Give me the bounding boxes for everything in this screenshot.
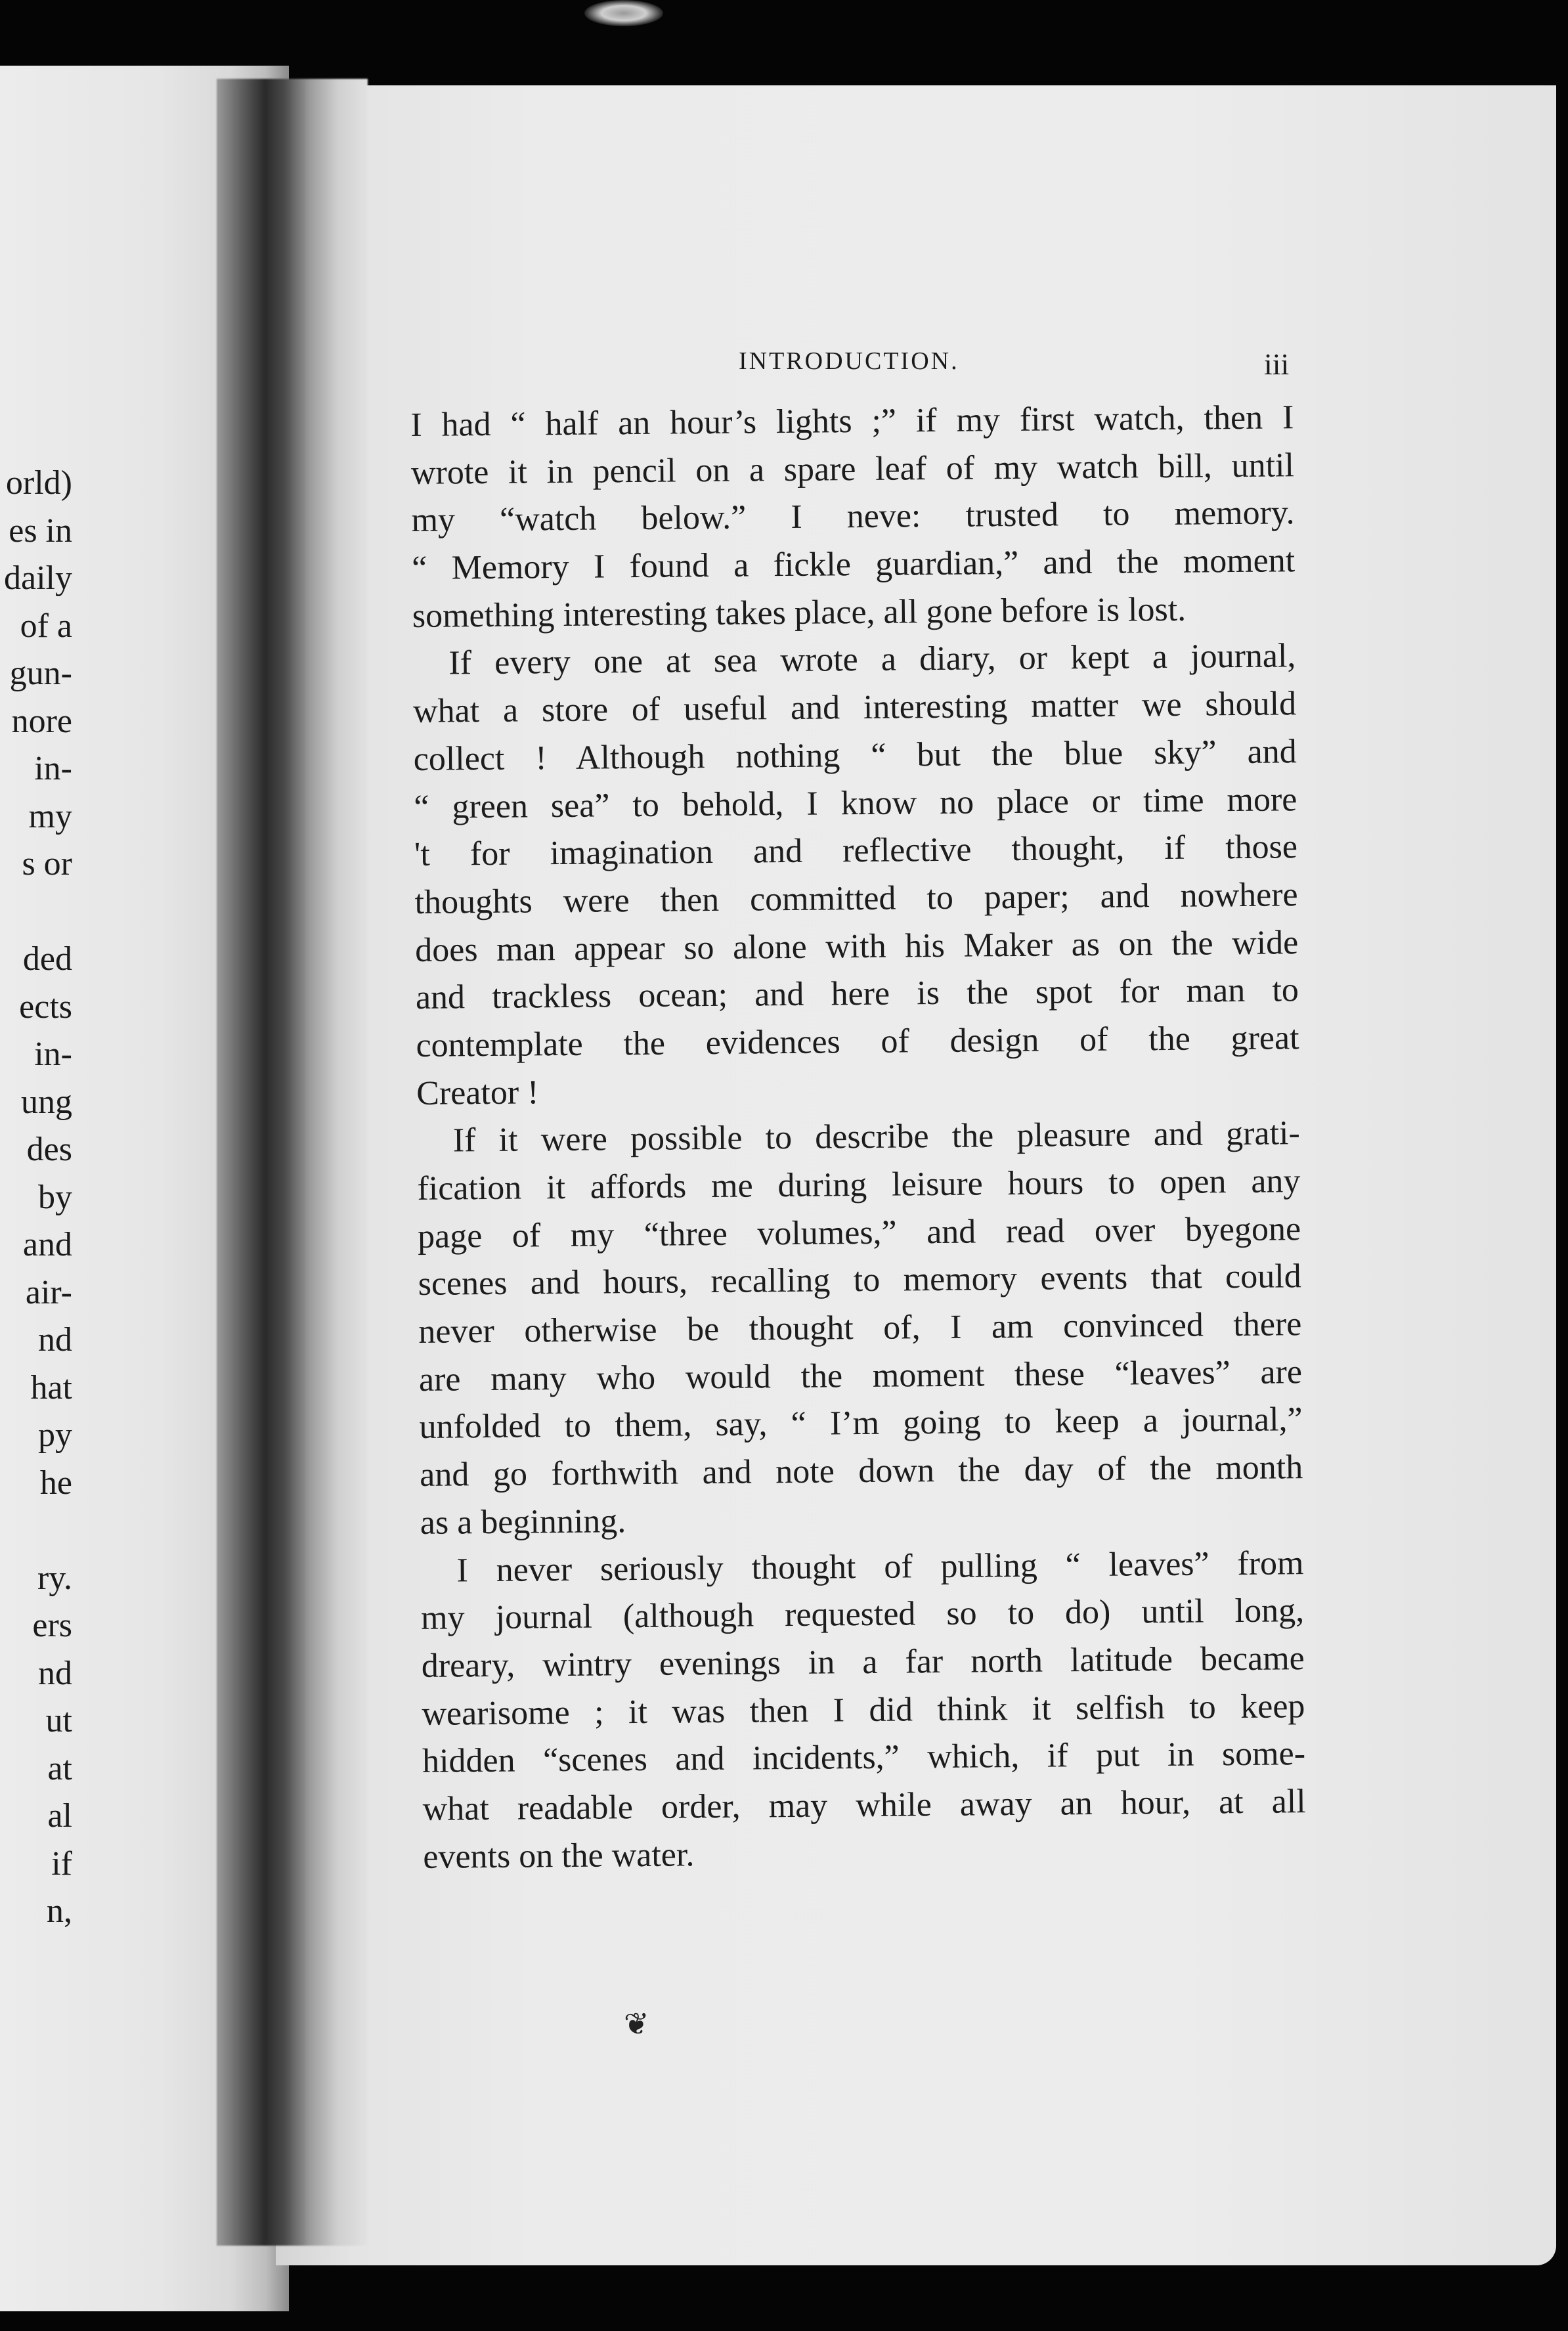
- text-line: If it were possible to describe the pleasure and grati-: [452, 1114, 1301, 1160]
- facing-line: py: [38, 1416, 72, 1454]
- facing-line: my: [28, 797, 72, 835]
- facing-line: ers: [32, 1607, 72, 1644]
- facing-line: orld): [5, 464, 72, 502]
- text-line: wrote it in pencil on a spare leaf of my watch bill, until: [410, 446, 1295, 492]
- text-line: I never seriously thought of pulling “ leaves” from: [456, 1544, 1304, 1589]
- text-line: and go forthwith and note down the day of the month: [420, 1449, 1303, 1494]
- page-number: iii: [1264, 347, 1290, 381]
- text-line: are many who would the moment these “leaves” are: [418, 1353, 1303, 1399]
- facing-line: [0, 888, 72, 936]
- text-line: what a store of useful and interesting matter we should: [412, 685, 1297, 731]
- ornament-icon: ❦: [624, 2007, 649, 2041]
- facing-page-text: [0, 460, 72, 1936]
- facing-line: of a: [20, 607, 72, 645]
- text-line: thoughts were then committed to paper; and nowhere: [414, 876, 1298, 921]
- text-line: something interesting takes place, all gone before is lost.: [412, 590, 1187, 635]
- facing-line: if: [51, 1844, 72, 1883]
- text-line: “ Memory I found a fickle guardian,” and the moment: [411, 542, 1296, 588]
- facing-line: by: [38, 1178, 72, 1216]
- text-line: events on the water.: [423, 1835, 695, 1876]
- facing-line: ects: [19, 988, 72, 1026]
- facing-line: at: [47, 1749, 72, 1787]
- page-stain: [584, 0, 663, 26]
- facing-line: in-: [34, 750, 72, 787]
- text-line: contemplate the evidences of design of the great: [416, 1019, 1299, 1064]
- text-line: Creator !: [416, 1073, 539, 1112]
- facing-line: he: [39, 1464, 72, 1502]
- facing-line: nd: [38, 1654, 72, 1692]
- text-line: as a beginning.: [420, 1502, 626, 1542]
- facing-line: air-: [25, 1273, 72, 1311]
- text-line: If every one at sea wrote a diary, or kept a journal,: [448, 637, 1296, 682]
- facing-line: nd: [38, 1321, 72, 1359]
- text-line: wearisome ; it was then I did think it selfish to keep: [422, 1687, 1305, 1733]
- text-line: fication it affords me during leisure hours to open any: [417, 1162, 1301, 1208]
- facing-line: nore: [11, 702, 72, 740]
- book-gutter-shadow: [217, 79, 368, 2246]
- facing-line: ry.: [37, 1559, 72, 1597]
- text-line: hidden “scenes and incidents,” which, if put in some-: [422, 1735, 1306, 1781]
- facing-line: and: [22, 1226, 72, 1263]
- running-head: INTRODUCTION.: [739, 347, 959, 375]
- text-line: dreary, wintry evenings in a far north latitude became: [421, 1640, 1305, 1685]
- text-line: I had “ half an hour’s lights ;” if my first watch, then I: [410, 399, 1294, 444]
- facing-line: s or: [22, 845, 72, 882]
- facing-line: es in: [9, 512, 72, 550]
- text-line: scenes and hours, recalling to memory events that could: [418, 1257, 1301, 1303]
- text-line: and trackless ocean; and here is the spot for man to: [415, 971, 1299, 1017]
- text-line: does man appear so alone with his Maker as on the wide: [415, 923, 1299, 969]
- text-line: collect ! Although nothing “ but the blue sky” and: [413, 733, 1297, 778]
- text-line: “ green sea” to behold, I know no place or time more: [414, 780, 1297, 826]
- facing-line: n,: [47, 1892, 72, 1930]
- text-line: 't for imagination and reflective thought, if those: [414, 828, 1298, 874]
- facing-line: ded: [22, 940, 72, 978]
- facing-line: gun-: [9, 655, 72, 692]
- facing-line: in-: [34, 1035, 72, 1073]
- facing-line: ung: [21, 1083, 72, 1121]
- text-line: what readable order, may while away an hour, at all: [422, 1783, 1306, 1828]
- facing-line: al: [47, 1797, 72, 1835]
- facing-line: ut: [45, 1702, 72, 1739]
- text-line: page of my “three volumes,” and read over byegone: [417, 1209, 1301, 1255]
- facing-line: [0, 1507, 72, 1555]
- text-line: my journal (although requested so to do) until long,: [420, 1592, 1305, 1638]
- facing-line: daily: [4, 559, 72, 597]
- text-line: unfolded to them, say, “ I’m going to keep a journal,”: [419, 1401, 1303, 1447]
- facing-line: hat: [30, 1368, 72, 1406]
- facing-line: des: [26, 1131, 72, 1168]
- text-line: never otherwise be thought of, I am convinced there: [418, 1305, 1302, 1351]
- text-line: my “watch below.” I neve: trusted to memory.: [411, 494, 1295, 540]
- body-text: [410, 394, 1307, 1881]
